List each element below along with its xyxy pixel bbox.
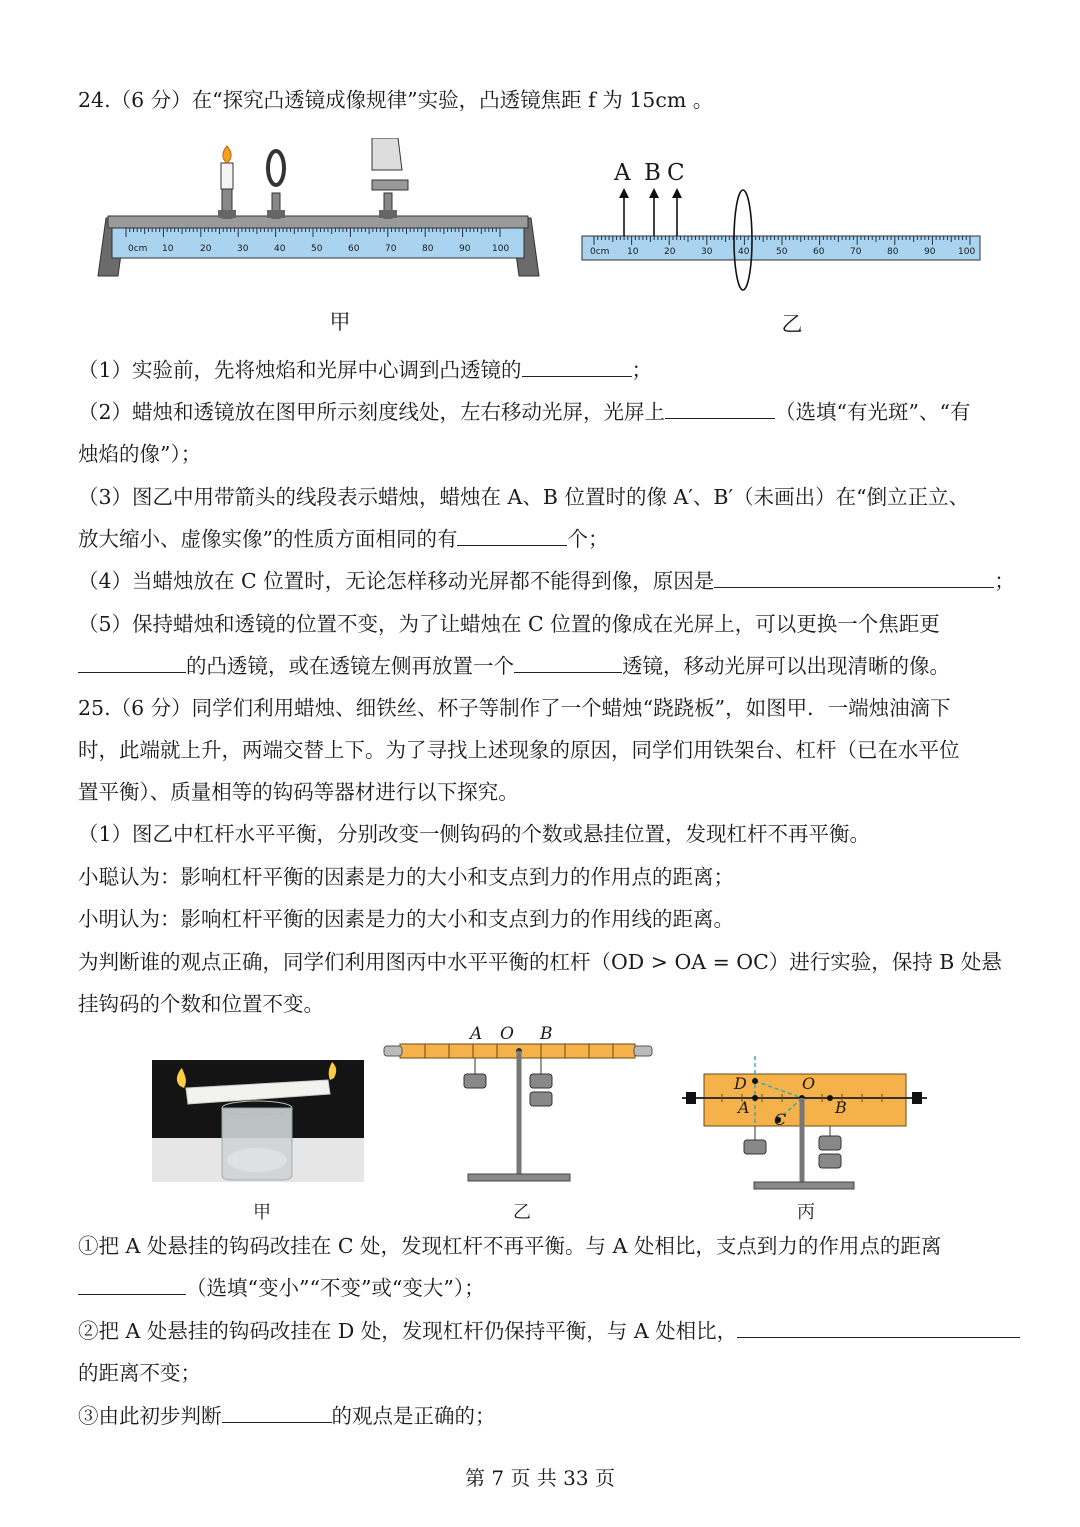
tick-label: 60 [813,247,825,257]
q25-line4: （1）图乙中杠杆水平平衡，分别改变一侧钩码的个数或悬挂位置，发现杠杆不再平衡。 [78,822,871,846]
q25-step3-end: 的观点是正确的； [331,1404,496,1428]
figure-ruler-lens [580,160,985,295]
q25-line6: 小明认为：影响杠杆平衡的因素是力的大小和支点到力的作用线的距离。 [78,907,734,931]
tick-label: 50 [311,244,323,254]
tick-label: 40 [274,244,286,254]
tick-label: 10 [162,244,174,254]
figure-lever-stand [380,1026,665,1196]
q24-part3-end: 个； [567,527,609,551]
q24-part3-text: 放大缩小、虚像实像”的性质方面相同的有 [78,527,458,551]
q25-step3-text: ③由此初步判断 [78,1404,222,1428]
q24-part5-cont [78,652,950,680]
page-footer: 第 7 页 共 33 页 [465,1466,615,1490]
q25-line3: 置平衡）、质量相等的钩码等器材进行以下探究。 [78,780,519,804]
ruler2-tick-labels [580,247,985,261]
tick-label: 20 [664,247,676,257]
tick-label: 40 [738,247,750,257]
tick-label: 70 [385,244,397,254]
figure-optical-bench [96,138,541,288]
answer-blank[interactable] [222,1402,332,1423]
fig-yi-label: 乙 [781,312,803,336]
answer-blank[interactable] [457,525,567,546]
q24-part5: （5）保持蜡烛和透镜的位置不变，为了让蜡烛在 C 位置的像成在光屏上，可以更换一个焦距更 [78,612,940,636]
label-A: A [738,1098,750,1117]
q24-part2 [78,398,971,426]
q25-step2-text: ②把 A 处悬挂的钩码改挂在 D 处，发现杠杆仍保持平衡，与 A 处相比， [78,1319,738,1343]
tick-label: 70 [850,247,862,257]
tick-label: 20 [200,244,212,254]
tick-label: 90 [924,247,936,257]
tick-label: 10 [627,247,639,257]
q24-part4 [78,567,1015,595]
fig-jia-label: 甲 [329,310,351,334]
q25-line8: 挂钩码的个数和位置不变。 [78,992,324,1016]
q25-line5: 小聪认为：影响杠杆平衡的因素是力的大小和支点到力的作用点的距离； [78,865,734,889]
lever-bing-letters [682,1056,927,1136]
answer-blank[interactable] [665,398,775,419]
q24-part1 [78,356,652,384]
q25-step1-cont [78,1274,485,1302]
q24-part5-end: 透镜，移动光屏可以出现清晰的像。 [622,654,950,678]
label-B: B [644,160,661,186]
tick-label: 90 [459,244,471,254]
tick-label: 80 [422,244,434,254]
tick-label: 60 [348,244,360,254]
label-A: A [470,1024,483,1044]
q24-part2-cont: 烛焰的像”）； [78,442,202,466]
tick-label: 100 [492,244,510,254]
fig25-yi-label: 乙 [513,1202,531,1223]
label-D: D [734,1074,747,1093]
q24-part2-options: （选填“有光斑”、“有 [775,400,971,424]
label-O: O [802,1074,816,1093]
label-A: A [614,160,631,186]
q24-part3: （3）图乙中用带箭头的线段表示蜡烛，蜡烛在 A、B 位置时的像 A′、B′（未画出）在“倒立正立、 [78,485,970,509]
fig25-jia-label: 甲 [253,1202,271,1223]
tick-label: 100 [958,247,976,257]
answer-blank[interactable] [78,1274,186,1295]
q24-header: 24.（6 分）在“探究凸透镜成像规律”实验，凸透镜焦距 f 为 15cm 。 [78,88,714,112]
tick-label: 0cm [590,247,610,257]
figure-candle-photo [152,1060,364,1182]
q24-part2-text: （2）蜡烛和透镜放在图甲所示刻度线处，左右移动光屏，光屏上 [78,400,666,424]
tick-label: 50 [776,247,788,257]
q25-step2 [78,1317,1020,1345]
tick-label: 80 [887,247,899,257]
q25-step1-options: （选填“变小”“不变”或“变大”）； [186,1276,485,1300]
label-B: B [835,1098,847,1117]
answer-blank[interactable] [78,652,186,673]
q24-part5-mid: 的凸透镜，或在透镜左侧再放置一个 [186,654,514,678]
q25-step2-cont: 的距离不变； [78,1361,201,1385]
answer-blank[interactable] [514,652,622,673]
tick-label: 0cm [128,244,148,254]
q25-step3 [78,1402,496,1430]
label-B: B [540,1024,553,1044]
label-C: C [774,1110,787,1129]
fig25-bing-label: 丙 [797,1202,815,1223]
q25-line2: 时，此端就上升，两端交替上下。为了寻找上述现象的原因，同学们用铁架台、杠杆（已在水平位 [78,738,960,762]
label-C: C [667,160,685,186]
answer-blank[interactable] [737,1317,1020,1338]
q24-part4-end: ； [994,569,1015,593]
q24-part1-end: ； [631,358,653,382]
q24-part3-cont [78,525,608,553]
tick-label: 30 [237,244,249,254]
answer-blank[interactable] [714,567,994,588]
q24-part4-text: （4）当蜡烛放在 C 位置时，无论怎样移动光屏都不能得到像，原因是 [78,569,715,593]
tick-label: 30 [701,247,713,257]
q25-line7: 为判断谁的观点正确，同学们利用图丙中水平平衡的杠杆（OD > OA = OC）进行实验，保持 B 处悬 [78,950,1002,974]
label-O: O [500,1024,514,1044]
q25-line1: 25.（6 分）同学们利用蜡烛、细铁丝、杯子等制作了一个蜡烛“跷跷板”，如图甲．一端烛油滴下 [78,696,951,720]
answer-blank[interactable] [522,356,632,377]
q24-part1-text: （1）实验前，先将烛焰和光屏中心调到凸透镜的 [78,358,522,382]
q25-step1: ①把 A 处悬挂的钩码改挂在 C 处，发现杠杆不再平衡。与 A 处相比，支点到力的作用点的距离 [78,1234,942,1258]
bench-tick-labels [112,244,532,258]
